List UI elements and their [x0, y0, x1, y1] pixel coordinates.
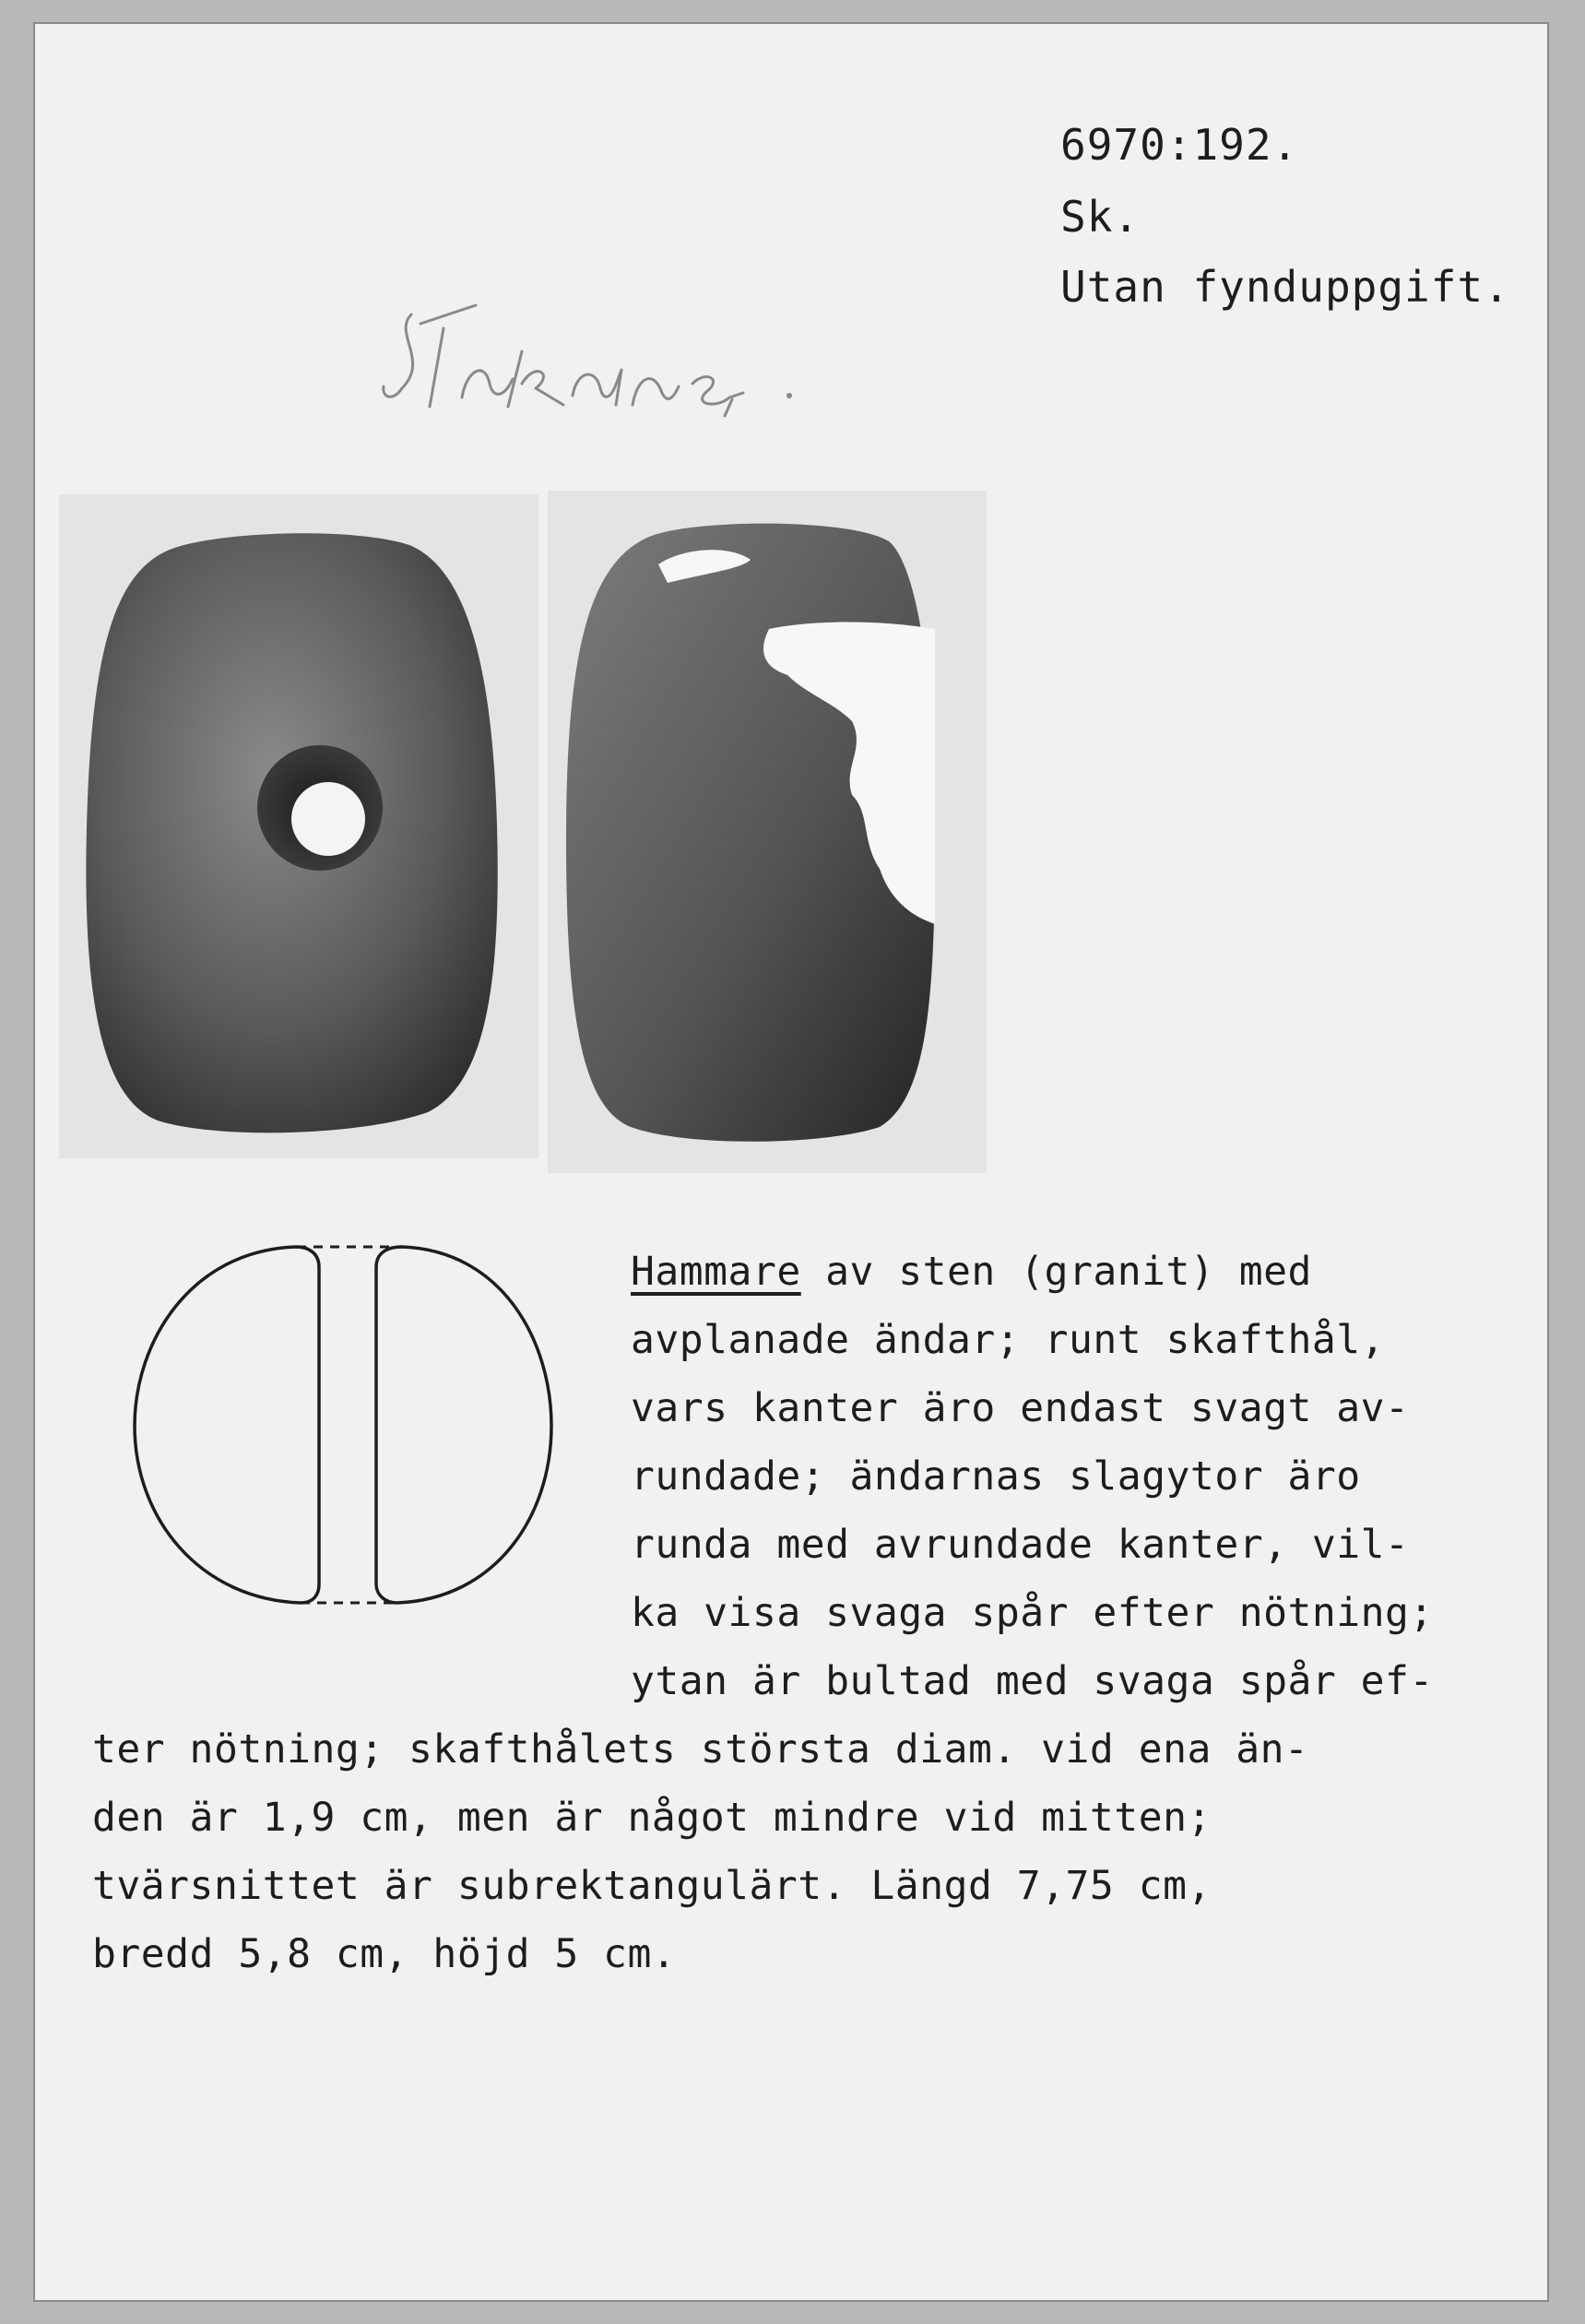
- description-line-2: avplanade ändar; runt skafthål,: [631, 1317, 1386, 1363]
- description-line-5: runda med avrundade kanter, vil-: [631, 1522, 1410, 1568]
- description-line-11: bredd 5,8 cm, höjd 5 cm.: [92, 1931, 677, 1977]
- description-line-4: rundade; ändarnas slagytor äro: [631, 1453, 1361, 1500]
- cross-section-diagram: [125, 1241, 559, 1610]
- find-note: Utan fynduppgift.: [1060, 262, 1510, 312]
- photo-side-view: [548, 491, 987, 1173]
- handwritten-note-saknas: [374, 296, 854, 425]
- description-line-8: ter nötning; skafthålets största diam. vid ena än-: [92, 1726, 1309, 1773]
- description-line-3: vars kanter äro endast svagt av-: [631, 1385, 1410, 1431]
- photo-front-view: [59, 494, 538, 1158]
- catalog-number: 6970:192.: [1060, 120, 1299, 170]
- keyword-hammare: Hammare: [631, 1249, 801, 1295]
- description-line-9: den är 1,9 cm, men är något mindre vid mitten;: [92, 1795, 1212, 1841]
- description-line-1: Hammare av sten (granit) med: [631, 1249, 1312, 1295]
- description-line-7: ytan är bultad med svaga spår ef-: [631, 1658, 1434, 1704]
- catalog-card: [35, 24, 1547, 2300]
- description-line-10: tvärsnittet är subrektangulärt. Längd 7,75 cm,: [92, 1863, 1212, 1909]
- description-line-6: ka visa svaga spår efter nötning;: [631, 1590, 1434, 1636]
- region-label: Sk.: [1060, 192, 1141, 242]
